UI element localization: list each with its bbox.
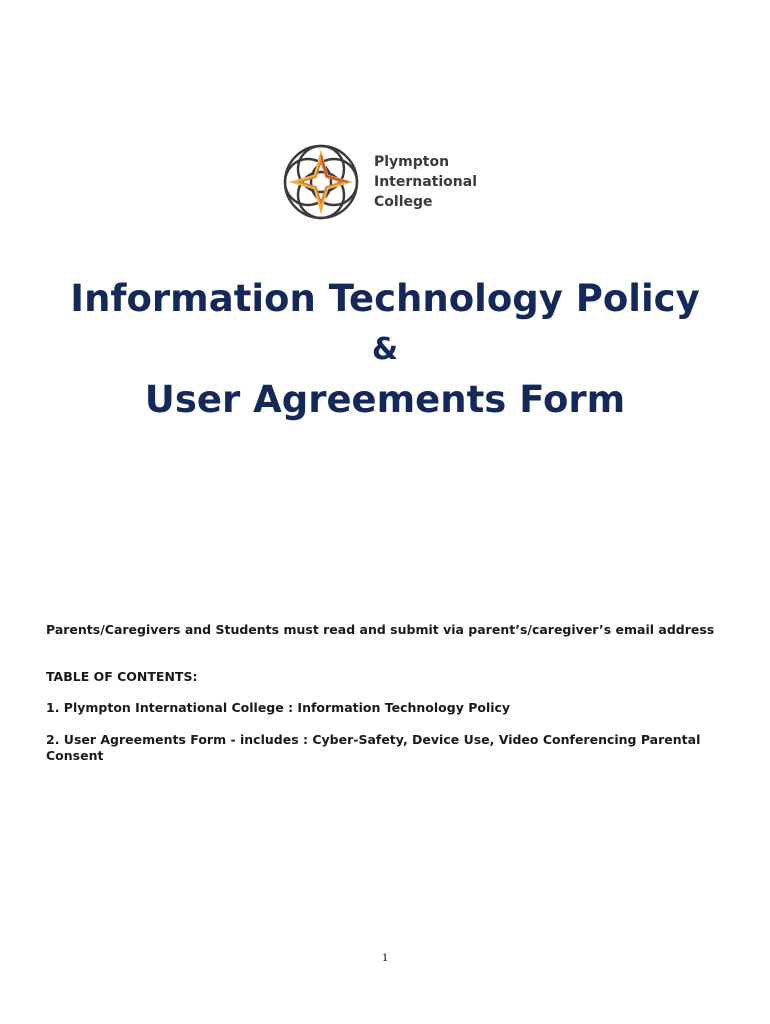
logo-wordmark [374, 152, 477, 212]
toc-item: 1. Plympton International College : Information Technology Policy [46, 700, 511, 715]
instructions-text: Parents/Caregivers and Students must read and submit via parent’s/caregiver’s email address [46, 622, 715, 637]
title-ampersand: & [371, 332, 399, 367]
toc-item: 2. User Agreements Form - includes : Cyber-Safety, Device Use, Video Conferencing Parental Consent [46, 732, 701, 763]
title-line-3: User Agreements Form [144, 378, 626, 421]
logo-line-2: International [374, 174, 478, 190]
page-number: 1 [382, 950, 388, 964]
college-emblem-icon [280, 141, 362, 223]
logo-line-1: Plympton [374, 154, 450, 170]
toc-heading: TABLE OF CONTENTS: [46, 669, 198, 684]
logo-line-3: College [374, 194, 433, 210]
college-logo [280, 140, 500, 224]
document-title [0, 272, 770, 426]
title-line-1: Information Technology Policy [70, 277, 700, 320]
